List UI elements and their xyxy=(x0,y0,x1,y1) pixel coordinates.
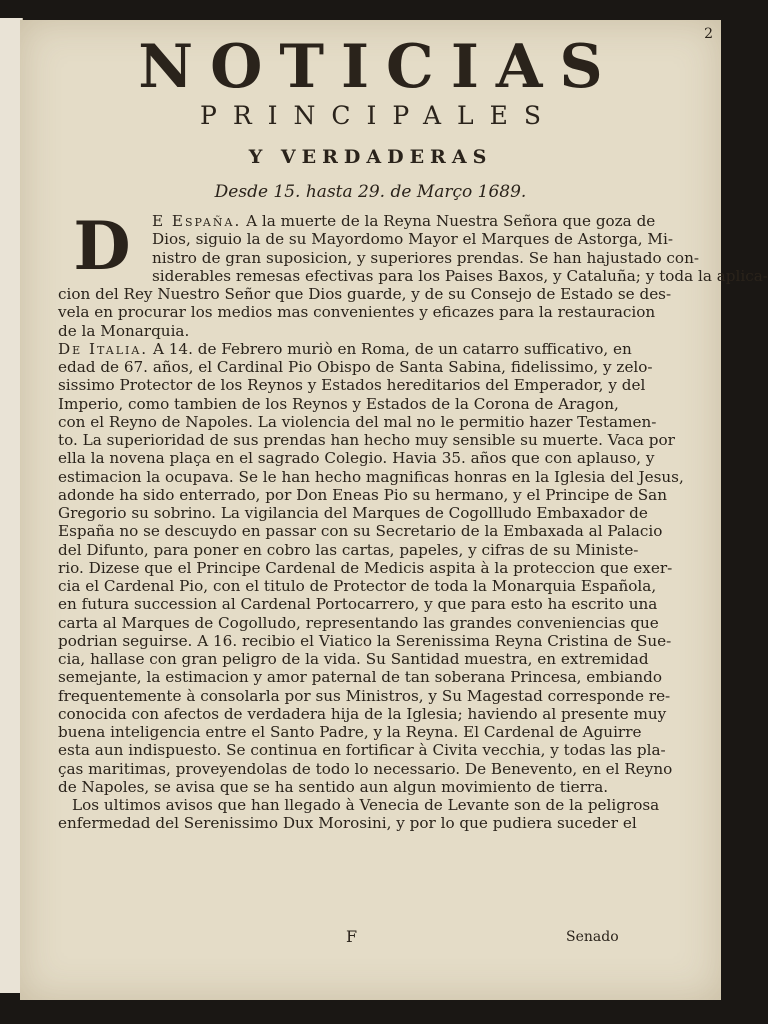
text-line: de Napoles, se avisa que se ha sentido aun algun movimiento de tierra. xyxy=(58,777,609,796)
corner-mark: 2 xyxy=(704,26,713,42)
dateline: Desde 15. hasta 29. de Março 1689. xyxy=(214,182,527,202)
text-line: carta al Marques de Cogolludo, representando las grandes conveniencias que xyxy=(58,613,659,632)
text-line: enfermedad del Serenissimo Dux Morosini, y por lo que pudiera suceder el xyxy=(58,814,637,833)
text-line: con el Reyno de Napoles. La violencia del mal no le permitio hazer Testamen- xyxy=(58,412,657,431)
text-line: de la Monarquia. xyxy=(58,321,190,340)
text-line: nistro de gran suposicion, y superiores prendas. Se han hajustado con- xyxy=(152,248,699,267)
text-line: Gregorio su sobrino. La vigilancia del Marques de Cogollludo Embaxador de xyxy=(58,504,648,522)
text-line: sissimo Protector de los Reynos y Estados hereditarios del Emperador, y del xyxy=(58,376,646,395)
masthead-subtitle-principales: PRINCIPALES xyxy=(200,101,557,130)
section-espana xyxy=(58,207,768,340)
text-line: estimacion la ocupava. Se le han hecho magnificas honras en la Iglesia del Jesus, xyxy=(58,467,684,486)
drop-cap: D xyxy=(73,207,131,285)
masthead-subtitle-verdaderas: Y VERDADERAS xyxy=(248,146,493,168)
text-line: del Difunto, para poner en cobro las cartas, papeles, y cifras de su Ministe- xyxy=(58,540,639,559)
text-line: edad de 67. años, el Cardinal Pio Obispo de Santa Sabina, fidelissimo, y zelo- xyxy=(58,358,653,376)
signature-mark: F xyxy=(346,927,358,946)
catchword: Senado xyxy=(566,929,619,945)
text-line: podrian seguirse. A 16. recibio el Viatico la Serenissima Reyna Cristina de Sue- xyxy=(58,631,672,650)
text-line: buena inteligencia entre el Santo Padre, y la Reyna. El Cardenal de Aguirre xyxy=(58,723,642,741)
text-line: cion del Rey Nuestro Señor que Dios guarde, y de su Consejo de Estado se des- xyxy=(58,285,672,303)
text-line: conocida con afectos de verdadera hija de la Iglesia; haviendo al presente muy xyxy=(58,704,667,723)
text-line: Dios, siguio la de su Mayordomo Mayor el Marques de Astorga, Mi- xyxy=(152,230,673,249)
text-line: rio. Dizese que el Principe Cardenal de Medicis aspita à la proteccion que exer- xyxy=(58,558,673,577)
line-text: A 14. de Febrero muriò en Roma, de un catarro sufficativo, en xyxy=(152,339,632,358)
section-levante xyxy=(58,796,698,833)
line-text: A la muerte de la Reyna Nuestra Señora que goza de xyxy=(246,212,656,230)
text-line: España no se descuydo en passar con su Secretario de la Embaxada al Palacio xyxy=(58,522,663,541)
text-line: cia, hallase con gran peligro de la vida. Su Santidad muestra, en extremidad xyxy=(58,650,649,668)
text-line xyxy=(58,340,698,358)
text-line: Imperio, como tambien de los Reynos y Estados de la Corona de Aragon, xyxy=(58,394,619,413)
text-line: Los ultimos avisos que han llegado à Venecia de Levante son de la peligrosa xyxy=(72,796,660,814)
section-heading-italia: De Italia. xyxy=(58,339,149,358)
gazette-page xyxy=(20,20,768,1000)
text-line: to. La superioridad de sus prendas han hecho muy sensible su muerte. Vaca por xyxy=(58,431,675,449)
masthead-title: NOTICIAS xyxy=(138,32,620,102)
text-line: en futura succession al Cardenal Portocarrero, y que para esto ha escrito una xyxy=(58,595,658,614)
text-line xyxy=(58,212,698,230)
text-line: esta aun indispuesto. Se continua en fortificar à Civita vecchia, y todas las pla- xyxy=(58,741,666,760)
text-line: vela en procurar los medios mas convenientes y eficazes para la restauracion xyxy=(58,303,656,322)
text-line: adonde ha sido enterrado, por Don Eneas Pio su hermano, y el Principe de San xyxy=(58,485,668,504)
text-line: frequentemente à consolarla por sus Ministros, y Su Magestad corresponde re- xyxy=(58,686,671,705)
section-heading-espana: E España. xyxy=(152,212,242,230)
section-italia xyxy=(58,340,698,796)
article-body xyxy=(58,207,768,833)
text-line: ella la novena plaça en el sagrado Colegio. Havia 35. años que con aplauso, y xyxy=(58,449,655,468)
text-line: semejante, la estimacion y amor paternal de tan soberana Princesa, embiando xyxy=(58,668,662,687)
text-line: ças maritimas, proveyendolas de todo lo necessario. De Benevento, en el Reyno xyxy=(58,759,673,778)
text-line: cia el Cardenal Pio, con el titulo de Protector de toda la Monarquia Española, xyxy=(58,577,657,595)
text-line: siderables remesas efectivas para los Paises Baxos, y Cataluña; y toda la aplica- xyxy=(152,266,768,285)
